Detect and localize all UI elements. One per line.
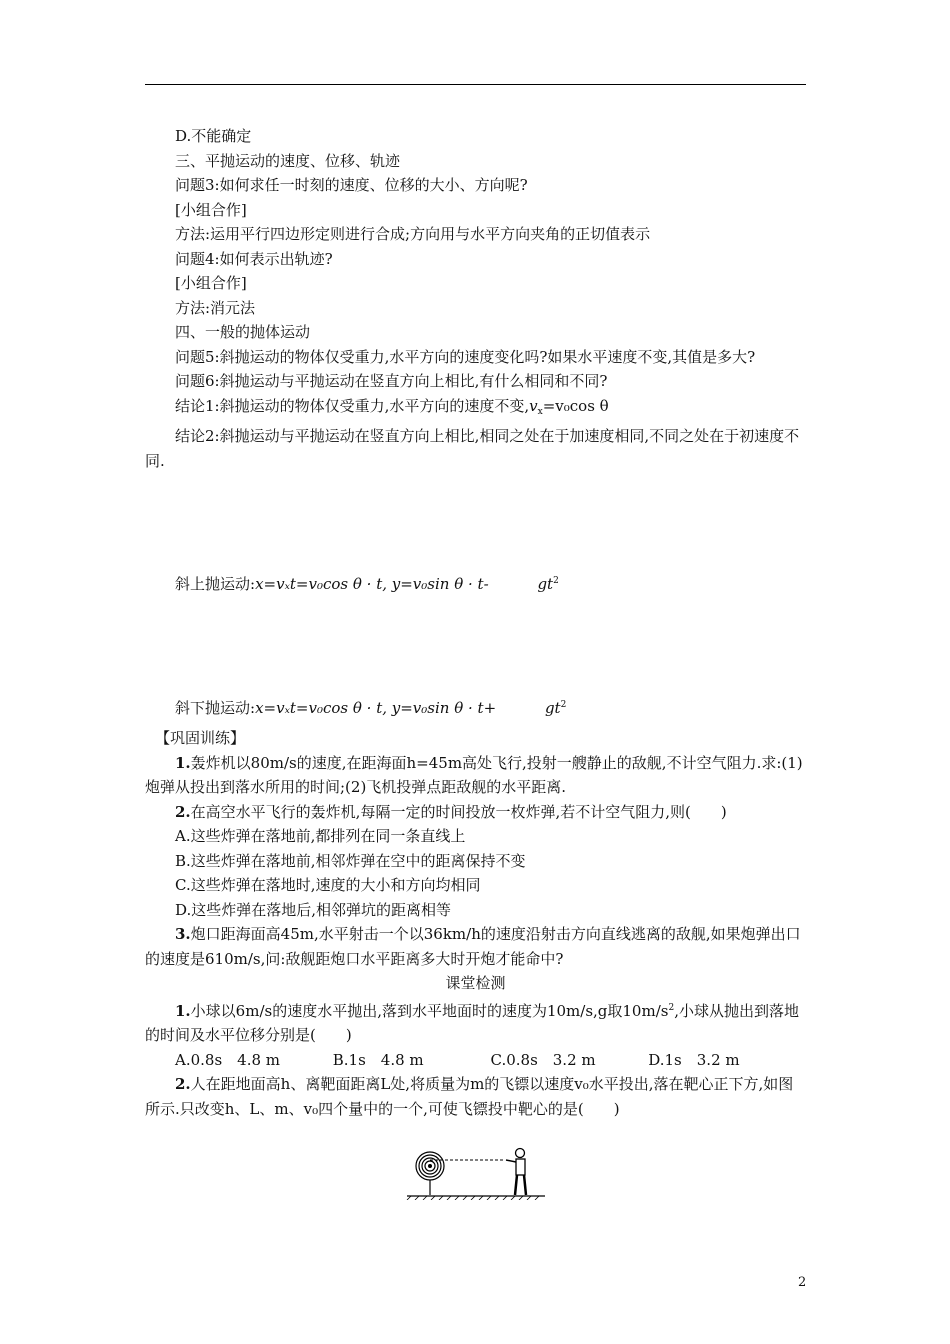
square-exponent: 2 <box>560 699 567 710</box>
check-1 <box>145 996 806 1048</box>
oblique-down-label: 斜下抛运动: <box>175 698 256 717</box>
vx-symbol: v <box>529 396 538 415</box>
question-6: 问题6:斜抛运动与平抛运动在竖直方向上相比,有什么相同和不同? <box>175 372 608 390</box>
conclusion-1-text: 结论1:斜抛运动的物体仅受重力,水平方向的速度不变, <box>175 396 530 415</box>
option-d: D.不能确定 <box>175 127 252 145</box>
practice-3 <box>145 922 806 971</box>
practice-2-text: 在高空水平飞行的轰炸机,每隔一定的时间投放一枚炸弹,若不计空气阻力,则( ) <box>190 802 727 821</box>
thrower-icon <box>506 1149 526 1196</box>
check-2-number: 2. <box>175 1075 191 1093</box>
oblique-down-formula <box>145 693 806 721</box>
header-rule <box>145 84 806 85</box>
square-exponent: 2 <box>553 576 559 586</box>
check-1-exponent: 2 <box>668 1002 675 1013</box>
check-1-text: 小球以6m/s的速度水平抛出,落到水平地面时的速度为10m/s,g取10m/s <box>190 1001 669 1020</box>
option-a: A.0.8s 4.8 m <box>175 1050 281 1069</box>
practice-2 <box>145 800 806 825</box>
page-body <box>145 124 806 1121</box>
section-heading-4: 四、一般的抛体运动 <box>175 323 311 341</box>
conclusion-1 <box>145 394 806 425</box>
practice-1-number: 1. <box>175 753 191 772</box>
ground-icon <box>407 1196 545 1200</box>
check-2 <box>145 1072 806 1121</box>
practice-heading: 【巩固训练】 <box>155 729 246 747</box>
page-number: 2 <box>798 1275 807 1290</box>
check-1-options <box>145 1048 806 1073</box>
oblique-up-label: 斜上抛运动: <box>175 575 256 593</box>
vx-formula: =v₀cos θ <box>542 396 609 415</box>
method-1: 方法:运用平行四边形定则进行合成;方向用与水平方向夹角的正切值表示 <box>175 225 651 243</box>
oblique-down-expression: x=vₓt=v₀cos θ · t, y=v₀sin θ · t+ <box>255 698 497 717</box>
practice-2-number: 2. <box>175 802 191 821</box>
oblique-up-expression: x=vₓt=v₀cos θ · t, y=v₀sin θ · t- <box>255 575 489 593</box>
check-1-number: 1. <box>175 1001 191 1020</box>
check-2-text: 人在距地面高h、离靶面距离L处,将质量为m的飞镖以速度v₀水平投出,落在靶心正下方,如图所示.只改变h、L、m、v₀四个量中的一个,可使飞镖投中靶心的是( ) <box>145 1075 794 1118</box>
section-heading-3: 三、平抛运动的速度、位移、轨迹 <box>175 151 401 170</box>
practice-1 <box>145 751 806 800</box>
option-c: C.0.8s 3.2 m <box>490 1050 596 1069</box>
gt-term: gt <box>544 698 561 717</box>
check-1-text-end: ,小球从抛出到落地的时间及水平位移分别是( ) <box>145 1001 799 1044</box>
practice-1-text: 轰炸机以80m/s的速度,在距海面h=45m高处飞行,投射一艘静止的敌舰,不计空气阻力.求:(1)炮弹从投出到落水所用的时间;(2)飞机投弹点距敌舰的水平距离. <box>145 753 803 796</box>
vx-subscript: x <box>537 406 543 417</box>
group-work-label: [小组合作] <box>175 274 247 292</box>
practice-3-number: 3. <box>175 925 191 943</box>
question-5: 问题5:斜抛运动的物体仅受重力,水平方向的速度变化吗?如果水平速度不变,其值是多大? <box>175 347 756 366</box>
oblique-up-formula <box>145 569 806 597</box>
dart-target-figure <box>405 1140 555 1200</box>
practice-3-text: 炮口距海面高45m,水平射击一个以36km/h的速度沿射击方向直线逃离的敌舰,如果炮弹出口的速度是610m/s,问:敌舰距炮口水平距离多大时开炮才能命中? <box>145 925 801 968</box>
method-2: 方法:消元法 <box>175 298 256 317</box>
question-4: 问题4:如何表示出轨迹? <box>175 249 333 268</box>
question-3: 问题3:如何求任一时刻的速度、位移的大小、方向呢? <box>175 176 528 194</box>
group-work-label: [小组合作] <box>175 200 247 219</box>
class-check-heading: 课堂检测 <box>445 974 506 992</box>
practice-2-option-c: C.这些炸弹在落地时,速度的大小和方向均相同 <box>175 876 481 894</box>
option-d: D.1s 3.2 m <box>648 1050 740 1069</box>
target-icon <box>416 1152 444 1195</box>
practice-2-option-d: D.这些炸弹在落地后,相邻弹坑的距离相等 <box>175 900 452 919</box>
practice-2-option-b: B.这些炸弹在落地前,相邻炸弹在空中的距离保持不变 <box>175 851 526 870</box>
gt-term: gt <box>537 575 554 593</box>
option-b: B.1s 4.8 m <box>332 1050 424 1069</box>
practice-2-option-a: A.这些炸弹在落地前,都排列在同一条直线上 <box>175 827 466 845</box>
conclusion-2: 结论2:斜抛运动与平抛运动在竖直方向上相比,相同之处在于加速度相同,不同之处在于初速度不同. <box>145 427 800 470</box>
